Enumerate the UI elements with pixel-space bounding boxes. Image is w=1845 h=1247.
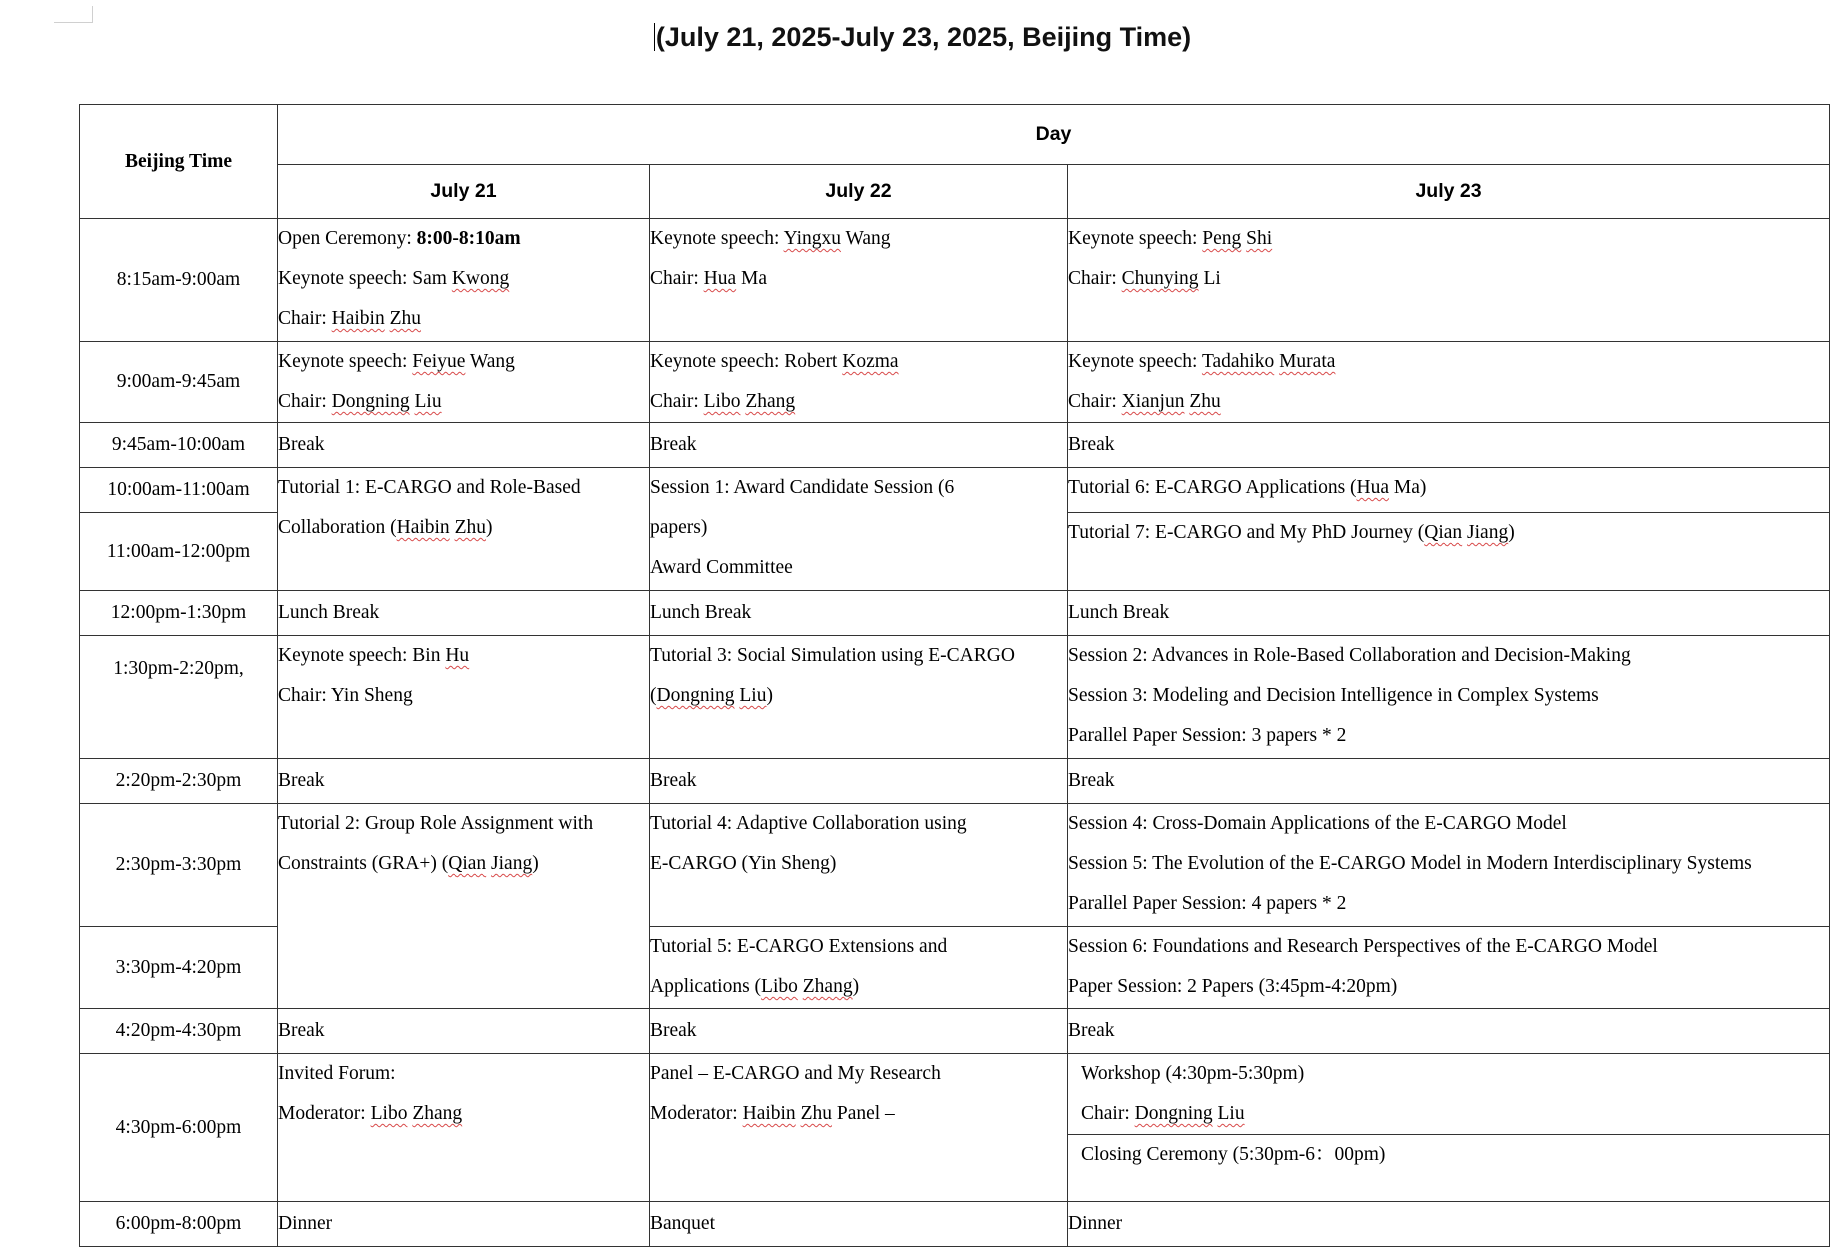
date-header-july23: July 23 (1068, 165, 1830, 219)
session-cell: Keynote speech: Peng Shi Chair: Chunying Li (1068, 219, 1830, 342)
day-header: Day (278, 105, 1830, 165)
time-slot: 4:20pm-4:30pm (80, 1009, 278, 1054)
session-cell: Break (278, 423, 650, 468)
time-slot: 6:00pm-8:00pm (80, 1202, 278, 1247)
table-row (80, 342, 1830, 423)
session-cell: Lunch Break (278, 591, 650, 636)
page-corner-mark (54, 6, 93, 23)
session-cell: Keynote speech: Feiyue Wang Chair: Dongning Liu (278, 342, 650, 423)
session-cell: Break (1068, 759, 1830, 804)
session-cell: Session 2: Advances in Role-Based Collaboration and Decision-Making Session 3: Modeling and Decision Intelligence in Complex Systems Parallel Paper Session: 3 papers * 2 (1068, 636, 1830, 759)
session-cell: Tutorial 6: E-CARGO Applications (Hua Ma) (1068, 468, 1830, 513)
table-row (80, 636, 1830, 759)
session-cell: Keynote speech: Yingxu Wang Chair: Hua Ma (650, 219, 1068, 342)
session-cell: Keynote speech: Robert Kozma Chair: Libo Zhang (650, 342, 1068, 423)
time-slot: 4:30pm-6:00pm (80, 1054, 278, 1202)
workshop-block: Workshop (4:30pm-5:30pm) Chair: Dongning Liu (1068, 1054, 1829, 1135)
session-cell: Invited Forum: Moderator: Libo Zhang (278, 1054, 650, 1202)
time-slot: 9:00am-9:45am (80, 342, 278, 423)
time-slot: 2:30pm-3:30pm (80, 804, 278, 927)
time-slot: 9:45am-10:00am (80, 423, 278, 468)
session-cell: Open Ceremony: 8:00-8:10am Keynote speech: Sam Kwong Chair: Haibin Zhu (278, 219, 650, 342)
session-cell: Break (278, 759, 650, 804)
session-cell (1068, 1054, 1830, 1202)
session-cell: Break (650, 1009, 1068, 1054)
session-cell: Tutorial 2: Group Role Assignment with Constraints (GRA+) (Qian Jiang) (278, 804, 650, 1009)
session-cell: Dinner (278, 1202, 650, 1247)
session-cell: Keynote speech: Bin Hu Chair: Yin Sheng (278, 636, 650, 759)
header-row-dates (80, 165, 1830, 219)
closing-ceremony-block: Closing Ceremony (5:30pm-6：00pm) (1081, 1144, 1386, 1165)
time-slot: 10:00am-11:00am (80, 468, 278, 513)
table-row (80, 804, 1830, 927)
session-cell: Tutorial 7: E-CARGO and My PhD Journey (Qian Jiang) (1068, 513, 1830, 591)
time-slot: 12:00pm-1:30pm (80, 591, 278, 636)
table-row (80, 759, 1830, 804)
date-header-july22: July 22 (650, 165, 1068, 219)
session-cell: Lunch Break (650, 591, 1068, 636)
date-header-july21: July 21 (278, 165, 650, 219)
session-cell: Tutorial 1: E-CARGO and Role-Based Collaboration (Haibin Zhu) (278, 468, 650, 591)
session-cell: Session 1: Award Candidate Session (6 papers) Award Committee (650, 468, 1068, 591)
table-row (80, 219, 1830, 342)
table-row (80, 591, 1830, 636)
session-cell: Session 4: Cross-Domain Applications of the E-CARGO Model Session 5: The Evolution of the E-CARGO Model in Modern Interdisciplinary Systems Parallel Paper Session: 4 papers * 2 (1068, 804, 1830, 927)
session-cell: Break (650, 759, 1068, 804)
session-cell: Break (278, 1009, 650, 1054)
session-cell: Keynote speech: Tadahiko Murata Chair: Xianjun Zhu (1068, 342, 1830, 423)
session-cell: Tutorial 4: Adaptive Collaboration using E-CARGO (Yin Sheng) (650, 804, 1068, 927)
time-column-header: Beijing Time (80, 105, 278, 219)
session-cell: Banquet (650, 1202, 1068, 1247)
table-row (80, 1202, 1830, 1247)
session-cell: Break (1068, 1009, 1830, 1054)
table-row (80, 1054, 1830, 1202)
table-row (80, 468, 1830, 513)
table-row (80, 1009, 1830, 1054)
session-cell: Tutorial 3: Social Simulation using E-CARGO (Dongning Liu) (650, 636, 1068, 759)
document-title (0, 22, 1845, 53)
document-title-text: (July 21, 2025-July 23, 2025, Beijing Time) (655, 22, 1192, 52)
session-cell: Lunch Break (1068, 591, 1830, 636)
time-slot: 11:00am-12:00pm (80, 513, 278, 591)
time-slot: 3:30pm-4:20pm (80, 927, 278, 1009)
time-slot: 8:15am-9:00am (80, 219, 278, 342)
text-cursor (654, 23, 655, 51)
session-cell: Session 6: Foundations and Research Perspectives of the E-CARGO Model Paper Session: 2 Papers (3:45pm-4:20pm) (1068, 927, 1830, 1009)
time-slot: 1:30pm-2:20pm, (80, 636, 278, 759)
table-row (80, 423, 1830, 468)
session-cell: Panel – E-CARGO and My Research Moderator: Haibin Zhu Panel – (650, 1054, 1068, 1202)
session-cell: Break (1068, 423, 1830, 468)
session-cell: Break (650, 423, 1068, 468)
header-row-day (80, 105, 1830, 165)
schedule-table (79, 104, 1830, 1247)
session-cell: Tutorial 5: E-CARGO Extensions and Applications (Libo Zhang) (650, 927, 1068, 1009)
session-cell: Dinner (1068, 1202, 1830, 1247)
time-slot: 2:20pm-2:30pm (80, 759, 278, 804)
